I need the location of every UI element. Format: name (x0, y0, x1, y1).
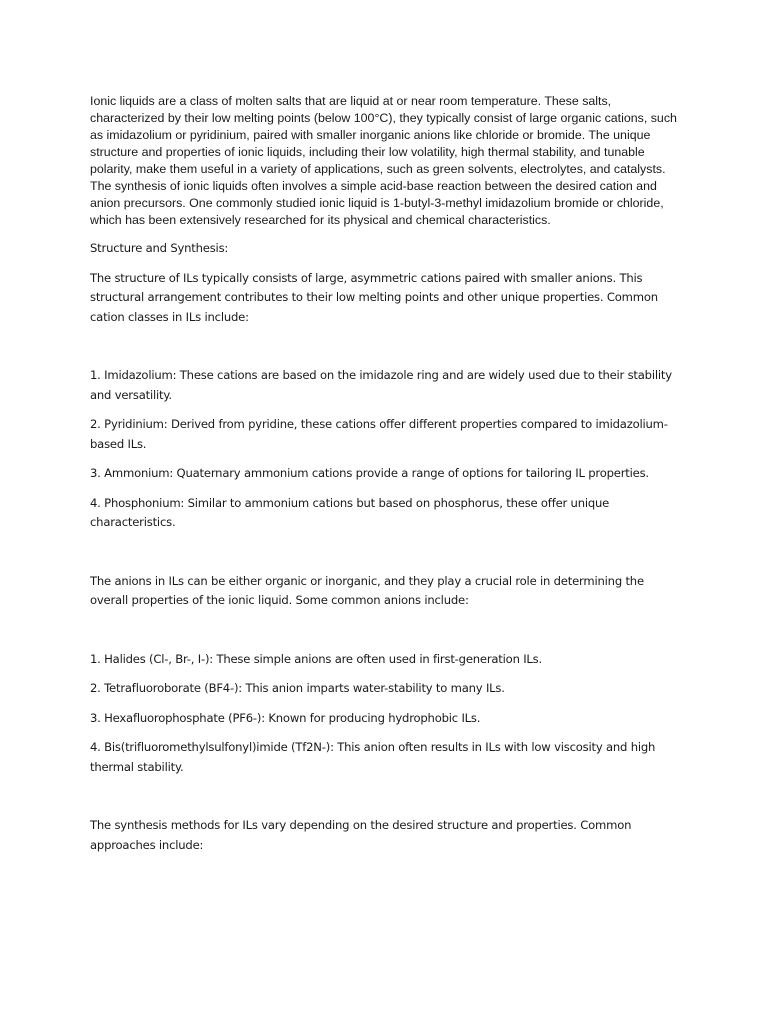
list-item: 1. Imidazolium: These cations are based on the imidazole ring and are widely used due to their stability and versatility. (90, 368, 672, 402)
spacer (90, 337, 680, 366)
list-item: 2. Tetrafluoroborate (BF4-): This anion imparts water-stability to many ILs. (90, 681, 505, 695)
spacer (90, 787, 680, 816)
document-page (90, 93, 680, 865)
synthesis-paragraph: The synthesis methods for ILs vary depending on the desired structure and properties. Common approaches include: (90, 818, 632, 852)
anion-list (90, 650, 680, 778)
intro-paragraph: Ionic liquids are a class of molten salts that are liquid at or near room temperature. These salts, characterized by their low melting points (below 100°C), they typically consist of large organic cations, such as imidazolium or pyridinium, paired with smaller inorganic anions like chloride or bromide. The unique structure and properties of ionic liquids, including their low volatility, high thermal stability, and tunable polarity, make them useful in a variety of applications, such as green solvents, electrolytes, and catalysts. The synthesis of ionic liquids often involves a simple acid-base reaction between the desired cation and anion precursors. One commonly studied ionic liquid is 1-butyl-3-methyl imidazolium bromide or chloride, which has been extensively researched for its physical and chemical characteristics. (90, 94, 677, 227)
spacer (90, 621, 680, 650)
anions-paragraph: The anions in ILs can be either organic or inorganic, and they play a crucial role in determining the overall properties of the ionic liquid. Some common anions include: (90, 573, 644, 607)
spacer (90, 543, 680, 572)
list-item: 4. Phosphonium: Similar to ammonium cations but based on phosphorus, these offer unique characteristics. (90, 495, 610, 529)
structure-paragraph: The structure of ILs typically consists of large, asymmetric cations paired with smaller anions. This structural arrangement contributes to their low melting points and other unique properties. Common cation classes in ILs include: (90, 270, 658, 324)
cation-list (90, 366, 680, 533)
section-heading: Structure and Synthesis: (90, 241, 229, 255)
list-item: 4. Bis(trifluoromethylsulfonyl)imide (Tf2N-): This anion often results in ILs with low viscosity and high thermal stability. (90, 740, 656, 774)
list-item: 3. Ammonium: Quaternary ammonium cations provide a range of options for tailoring IL properties. (90, 466, 649, 480)
list-item: 1. Halides (Cl-, Br-, I-): These simple anions are often used in first-generation ILs. (90, 651, 543, 666)
list-item: 2. Pyridinium: Derived from pyridine, these cations offer different properties compared to imidazolium-based ILs. (90, 417, 668, 451)
list-item: 3. Hexafluorophosphate (PF6-): Known for producing hydrophobic ILs. (90, 710, 481, 725)
